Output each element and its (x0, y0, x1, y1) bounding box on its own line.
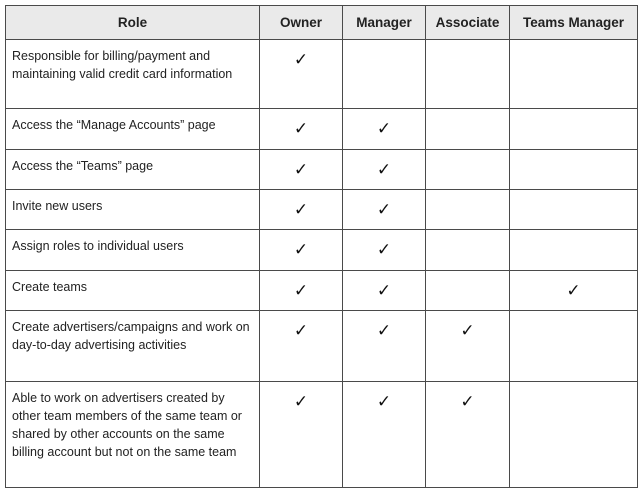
owner-check-icon: ✓ (260, 40, 343, 109)
associate-check-icon (426, 271, 510, 311)
manager-check-icon: ✓ (343, 190, 426, 230)
table-body (6, 40, 638, 488)
table-row (6, 311, 638, 382)
header-teams-manager: Teams Manager (510, 6, 638, 40)
manager-check-icon: ✓ (343, 382, 426, 488)
header-associate: Associate (426, 6, 510, 40)
role-cell: Responsible for billing/payment and maintaining valid credit card information (6, 40, 260, 109)
owner-check-icon: ✓ (260, 271, 343, 311)
header-owner: Owner (260, 6, 343, 40)
manager-check-icon: ✓ (343, 109, 426, 150)
teams-manager-check-icon (510, 230, 638, 271)
associate-check-icon (426, 230, 510, 271)
table-row (6, 109, 638, 150)
role-cell: Able to work on advertisers created by other team members of the same team or shared by other accounts on the same billing account but not on the same team (6, 382, 260, 488)
role-cell: Access the “Teams” page (6, 150, 260, 190)
role-cell: Access the “Manage Accounts” page (6, 109, 260, 150)
owner-check-icon: ✓ (260, 382, 343, 488)
teams-manager-check-icon (510, 150, 638, 190)
manager-check-icon: ✓ (343, 230, 426, 271)
manager-check-icon (343, 40, 426, 109)
table-row (6, 271, 638, 311)
manager-check-icon: ✓ (343, 311, 426, 382)
teams-manager-check-icon (510, 40, 638, 109)
owner-check-icon: ✓ (260, 190, 343, 230)
owner-check-icon: ✓ (260, 230, 343, 271)
teams-manager-check-icon (510, 190, 638, 230)
header-manager: Manager (343, 6, 426, 40)
table-row (6, 40, 638, 109)
teams-manager-check-icon (510, 382, 638, 488)
associate-check-icon (426, 190, 510, 230)
table-header (6, 6, 638, 40)
owner-check-icon: ✓ (260, 150, 343, 190)
associate-check-icon (426, 150, 510, 190)
header-row (6, 6, 638, 40)
owner-check-icon: ✓ (260, 109, 343, 150)
role-cell: Create advertisers/campaigns and work on day-to-day advertising activities (6, 311, 260, 382)
header-role: Role (6, 6, 260, 40)
permissions-table (5, 5, 638, 488)
manager-check-icon: ✓ (343, 271, 426, 311)
table-row (6, 382, 638, 488)
associate-check-icon: ✓ (426, 382, 510, 488)
table-row (6, 230, 638, 271)
role-cell: Assign roles to individual users (6, 230, 260, 271)
associate-check-icon (426, 109, 510, 150)
associate-check-icon: ✓ (426, 311, 510, 382)
role-cell: Create teams (6, 271, 260, 311)
role-cell: Invite new users (6, 190, 260, 230)
table-row (6, 190, 638, 230)
teams-manager-check-icon: ✓ (510, 271, 638, 311)
owner-check-icon: ✓ (260, 311, 343, 382)
manager-check-icon: ✓ (343, 150, 426, 190)
associate-check-icon (426, 40, 510, 109)
teams-manager-check-icon (510, 109, 638, 150)
table-row (6, 150, 638, 190)
teams-manager-check-icon (510, 311, 638, 382)
